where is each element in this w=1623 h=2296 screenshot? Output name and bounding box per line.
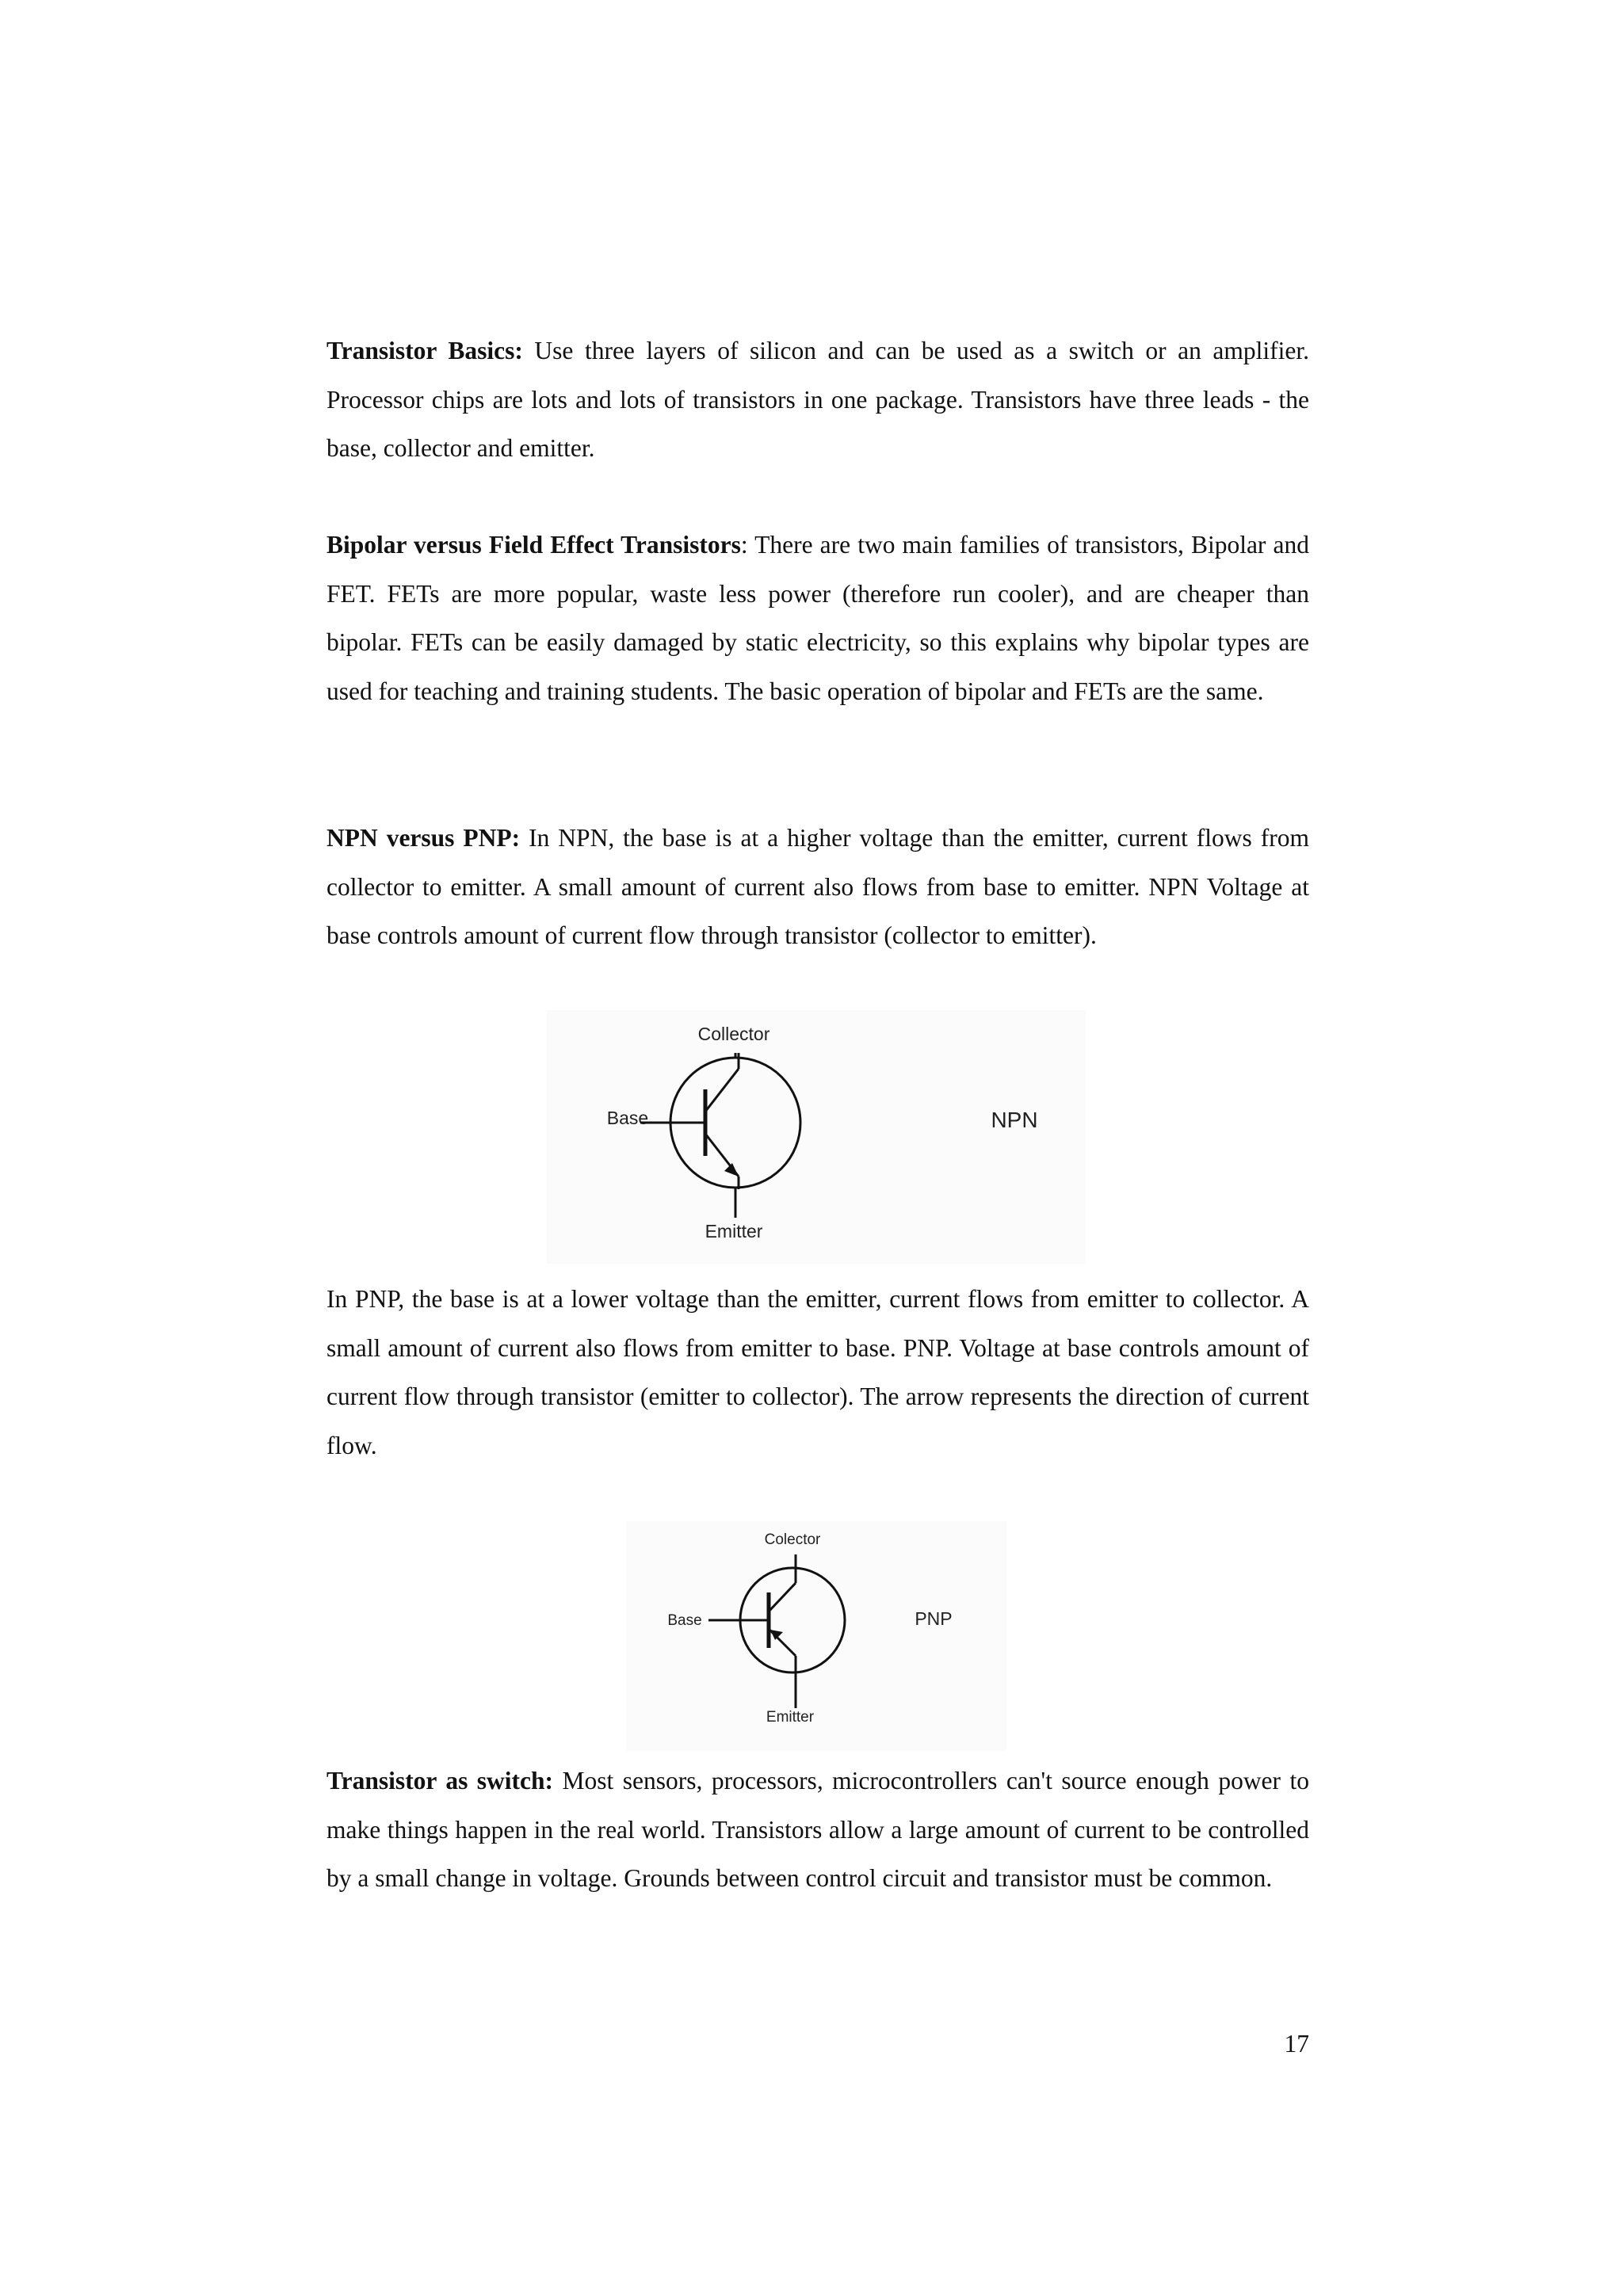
heading-bipolar-vs-fet: Bipolar versus Field Effect Transistors — [327, 531, 741, 559]
npn-type-label: NPN — [991, 1108, 1038, 1132]
heading-transistor-basics: Transistor Basics: — [327, 337, 523, 364]
page-number: 17 — [1284, 2030, 1309, 2058]
heading-npn-vs-pnp: NPN versus PNP: — [327, 824, 521, 852]
body-transistor-basics: Use three layers of silicon and can be used as a switch or an amplifier. Processor chips are lots and lots of transistors in one package. Transistors have three leads - the base, collector and emitter. — [327, 337, 1310, 462]
paragraph-bipolar-vs-fet — [327, 521, 1309, 715]
heading-transistor-as-switch: Transistor as switch: — [327, 1767, 554, 1794]
npn-emitter-label: Emitter — [705, 1221, 763, 1241]
paragraph-npn-vs-pnp — [327, 814, 1309, 960]
pnp-base-label: Base — [667, 1612, 702, 1629]
npn-collector-label: Collector — [697, 1024, 770, 1044]
pnp-type-label: PNP — [915, 1608, 953, 1629]
pnp-emitter-label: Emitter — [766, 1709, 815, 1726]
pnp-diagram — [626, 1521, 1006, 1751]
paragraph-transistor-as-switch — [327, 1756, 1309, 1903]
paragraph-transistor-basics — [327, 326, 1309, 473]
npn-diagram — [547, 1010, 1086, 1264]
paragraph-pnp — [327, 1275, 1309, 1470]
body-bipolar-vs-fet: : There are two main families of transistors, Bipolar and FET. FETs are more popular, waste less power (therefore run cooler), and are cheaper than bipolar. FETs can be easily damaged by static electricity, so this explains why bipolar types are used for teaching and training students. The basic operation of bipolar and FETs are the same. — [327, 531, 1309, 705]
body-transistor-as-switch: Most sensors, processors, microcontrollers can't source enough power to make things happen in the real world. Transistors allow a large amount of current to be controlled by a small change in voltage. Grounds between control circuit and transistor must be common. — [327, 1767, 1310, 1892]
pnp-collector-label: Colector — [764, 1531, 821, 1548]
npn-base-label: Base — [606, 1108, 649, 1128]
body-pnp: In PNP, the base is at a lower voltage than the emitter, current flows from emitter to collector. A small amount of current also flows from emitter to base. PNP. Voltage at base controls amount of current flow through transistor (emitter to collector). The arrow represents the direction of current flow. — [327, 1285, 1309, 1459]
body-npn-vs-pnp: In NPN, the base is at a higher voltage than the emitter, current flows from collector to emitter. A small amount of current also flows from base to emitter. NPN Voltage at base controls amount of current flow through transistor (collector to emitter). — [327, 824, 1309, 949]
